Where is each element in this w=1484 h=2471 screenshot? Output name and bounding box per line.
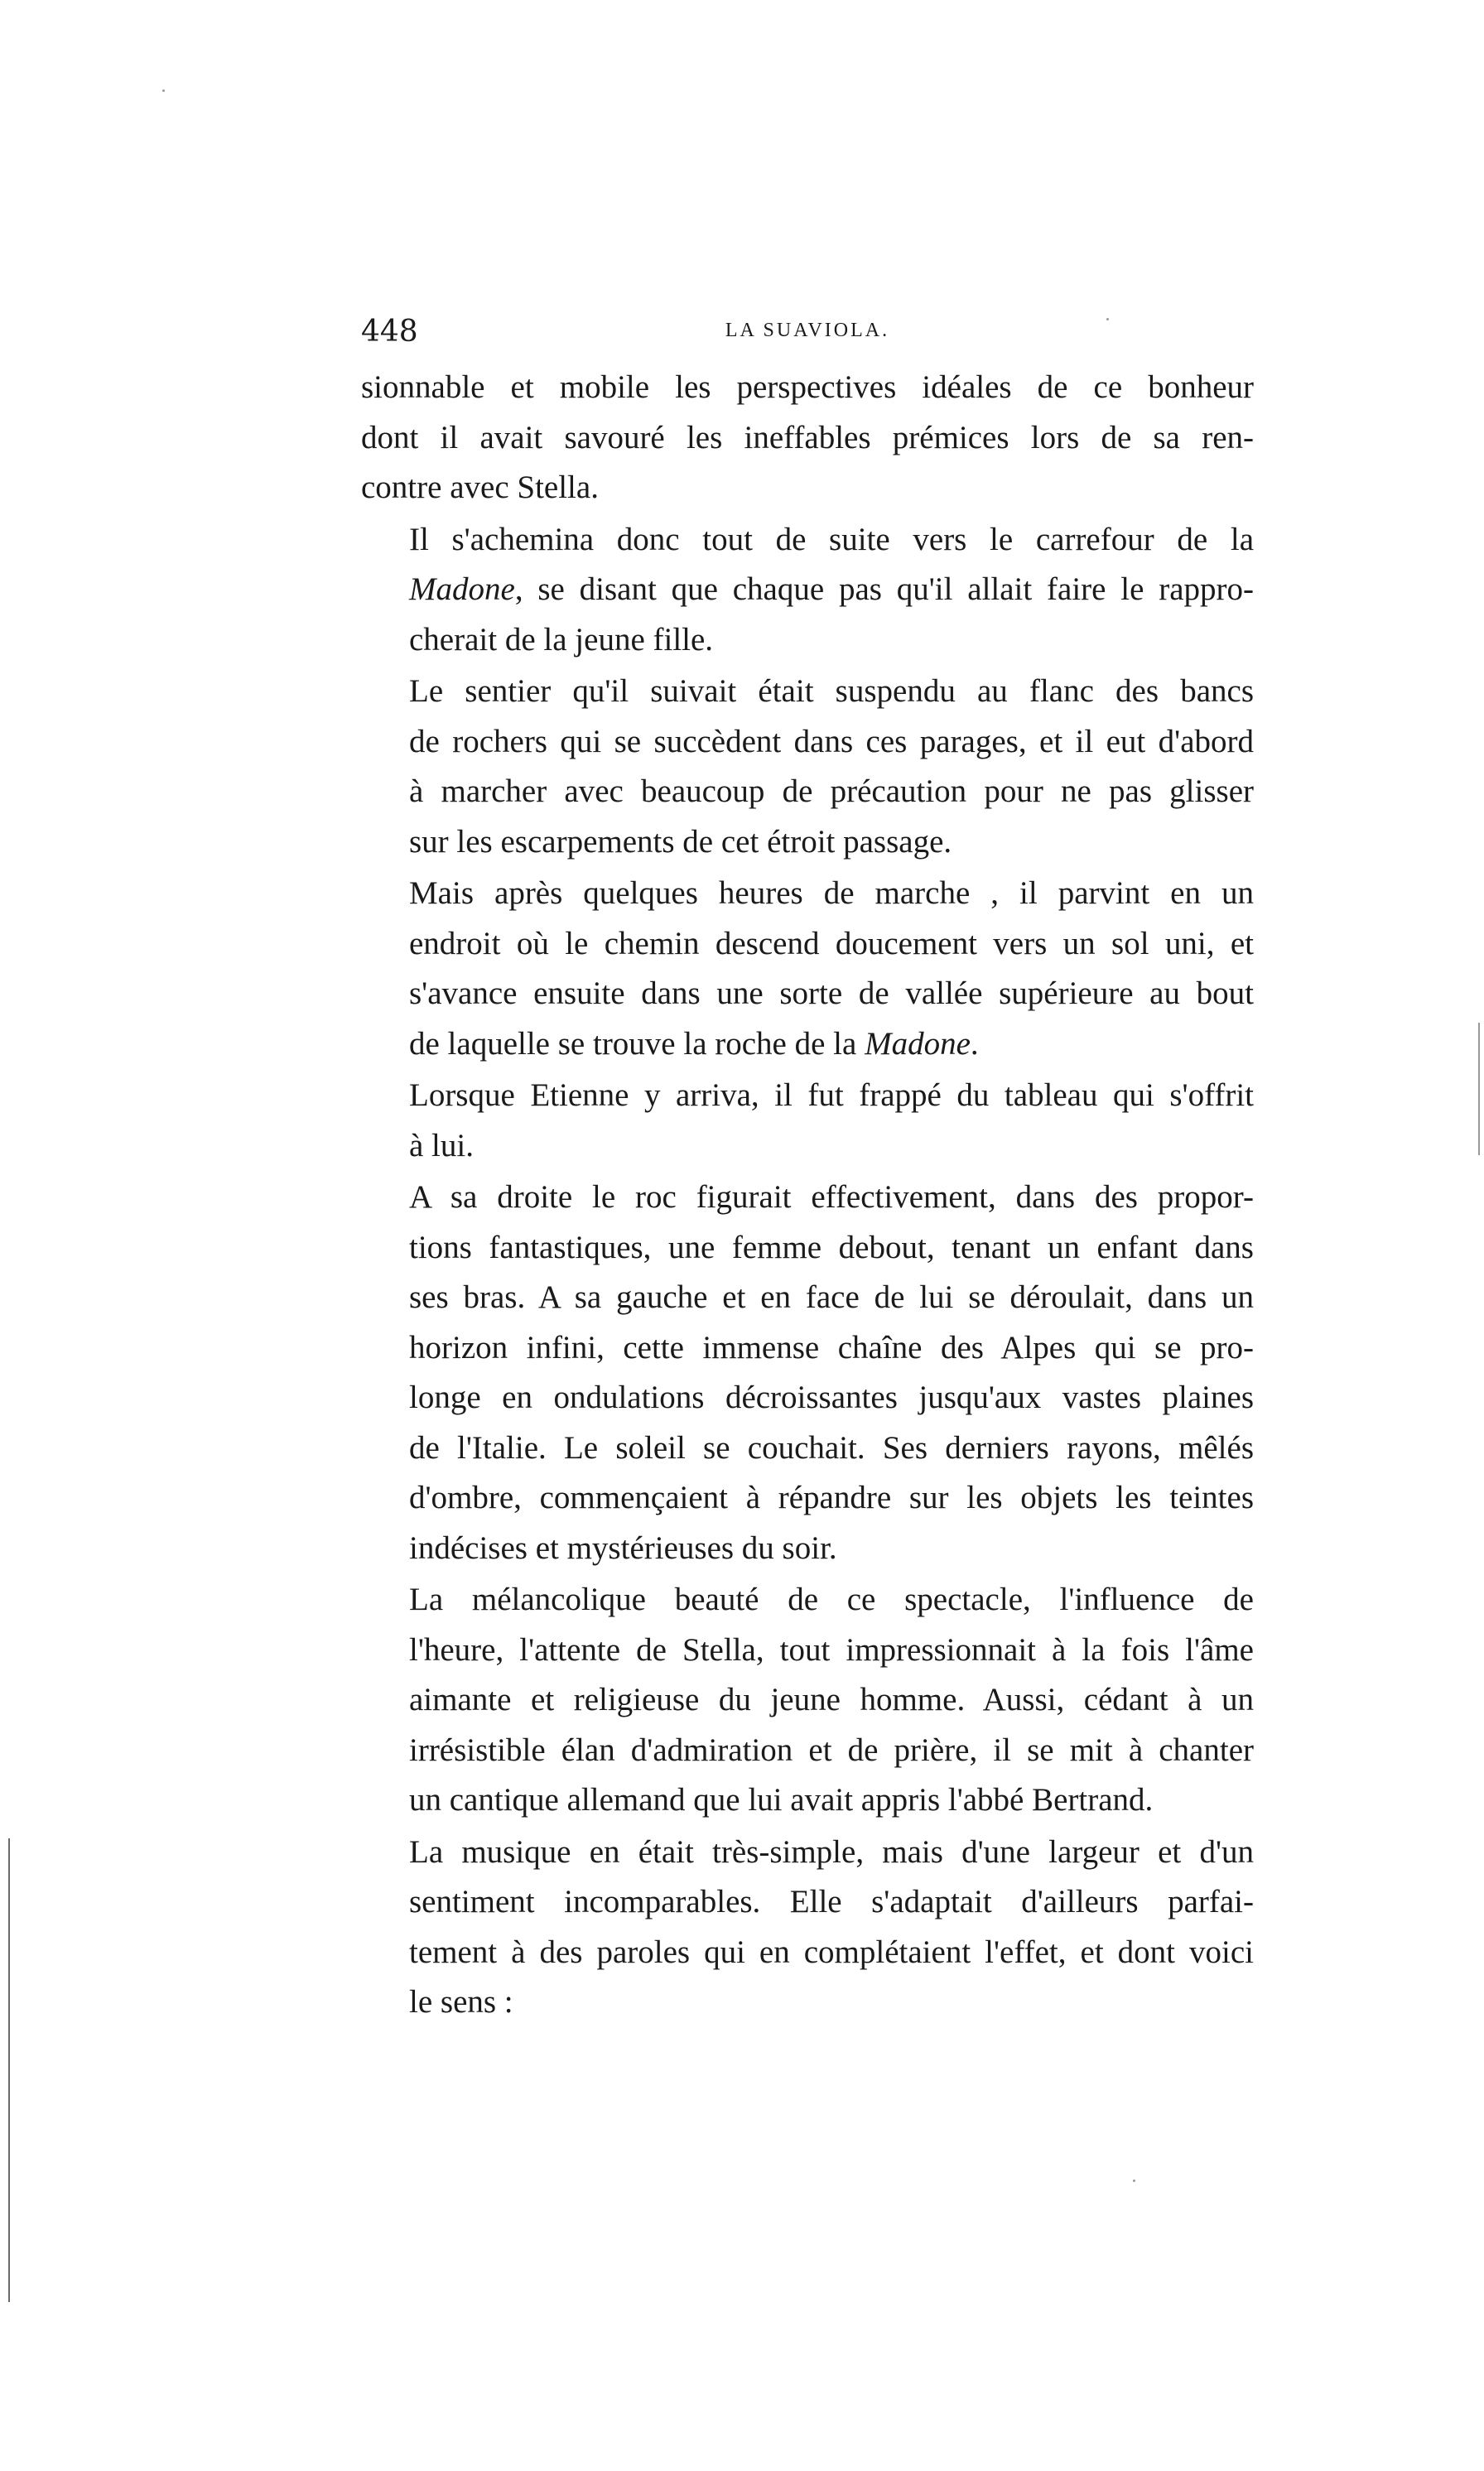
text-line: endroit où le chemin descend doucement vers un sol uni, et — [409, 925, 1254, 961]
text-line: La mélancolique beauté de ce spectacle, l'influence de — [409, 1582, 1254, 1617]
page-header — [361, 315, 1254, 364]
text-line: un cantique allemand que lui avait appris l'abbé Bertrand. — [409, 1782, 1154, 1818]
paragraph — [361, 1828, 1254, 2028]
text-line: indécises et mystérieuses du soir. — [409, 1529, 837, 1566]
paragraph — [361, 1173, 1254, 1573]
text-line: tions fantastiques, une femme debout, tenant un enfant dans — [409, 1229, 1254, 1265]
text-line: irrésistible élan d'admiration et de prière, il se mit à chanter — [409, 1732, 1254, 1768]
paragraph — [361, 667, 1254, 867]
text-line: dont il avait savouré les ineffables prémices lors de sa ren- — [361, 419, 1254, 455]
text-line: horizon infini, cette immense chaîne des Alpes qui se pro- — [409, 1329, 1254, 1366]
italic-term: Madone — [865, 1025, 971, 1062]
text-line: Lorsque Etienne y arriva, il fut frappé du tableau qui s'offrit — [409, 1077, 1254, 1113]
text-line: à marcher avec beaucoup de précaution pour ne pas glisser — [409, 773, 1254, 809]
text-line: de rochers qui se succèdent dans ces parages, et il eut d'abord — [409, 723, 1254, 759]
text-line: sionnable et mobile les perspectives idéales de ce bonheur — [361, 369, 1254, 405]
italic-term: Madone — [409, 571, 515, 607]
running-title: LA SUAVIOLA. — [725, 320, 890, 341]
text-line: le sens : — [409, 1984, 513, 2020]
text-line: tement à des paroles qui en complétaient l'effet, et dont voici — [409, 1934, 1254, 1970]
text-line: A sa droite le roc figurait effectivement, dans des propor- — [409, 1179, 1254, 1215]
text-line: ses bras. A sa gauche et en face de lui se déroulait, dans un — [409, 1279, 1254, 1315]
text-line: de laquelle se trouve la roche de la Madone. — [409, 1025, 979, 1062]
text-line: Le sentier qu'il suivait était suspendu au flanc des bancs — [409, 673, 1254, 709]
text-line: Mais après quelques heures de marche , il parvint en un — [409, 875, 1254, 911]
text-line: de l'Italie. Le soleil se couchait. Ses derniers rayons, mêlés — [409, 1429, 1254, 1466]
text-line: l'heure, l'attente de Stella, tout impressionnait à la fois l'âme — [409, 1631, 1254, 1668]
text-line: longe en ondulations décroissantes jusqu'aux vastes plaines — [409, 1380, 1254, 1415]
body-text — [361, 363, 1254, 2030]
text-line: s'avance ensuite dans une sorte de vallée supérieure au bout — [409, 975, 1254, 1011]
text-line: sur les escarpements de cet étroit passage. — [409, 823, 952, 860]
text-line: cherait de la jeune fille. — [409, 621, 714, 657]
scan-edge-line — [8, 1838, 10, 2302]
page-number: 448 — [361, 315, 418, 349]
margin-mark — [1478, 1023, 1480, 1155]
text-line: contre avec Stella. — [361, 470, 599, 505]
paragraph — [361, 1575, 1254, 1826]
text-line: sentiment incomparables. Elle s'adaptait d'ailleurs parfai- — [409, 1884, 1254, 1919]
paragraph — [361, 869, 1254, 1069]
text-line: aimante et religieuse du jeune homme. Aussi, cédant à un — [409, 1682, 1254, 1717]
paper-speck — [1133, 2180, 1135, 2182]
paragraph — [361, 363, 1254, 513]
text-line: La musique en était très-simple, mais d'une largeur et d'un — [409, 1833, 1254, 1870]
text-line: Il s'achemina donc tout de suite vers le carrefour de la — [409, 521, 1254, 557]
text-line: d'ombre, commençaient à répandre sur les objets les teintes — [409, 1480, 1254, 1515]
paragraph — [361, 1071, 1254, 1171]
text-line: à lui. — [409, 1127, 474, 1163]
paper-speck — [162, 89, 165, 92]
text-line: Madone, se disant que chaque pas qu'il allait faire le rappro- — [409, 571, 1254, 607]
paragraph — [361, 515, 1254, 666]
